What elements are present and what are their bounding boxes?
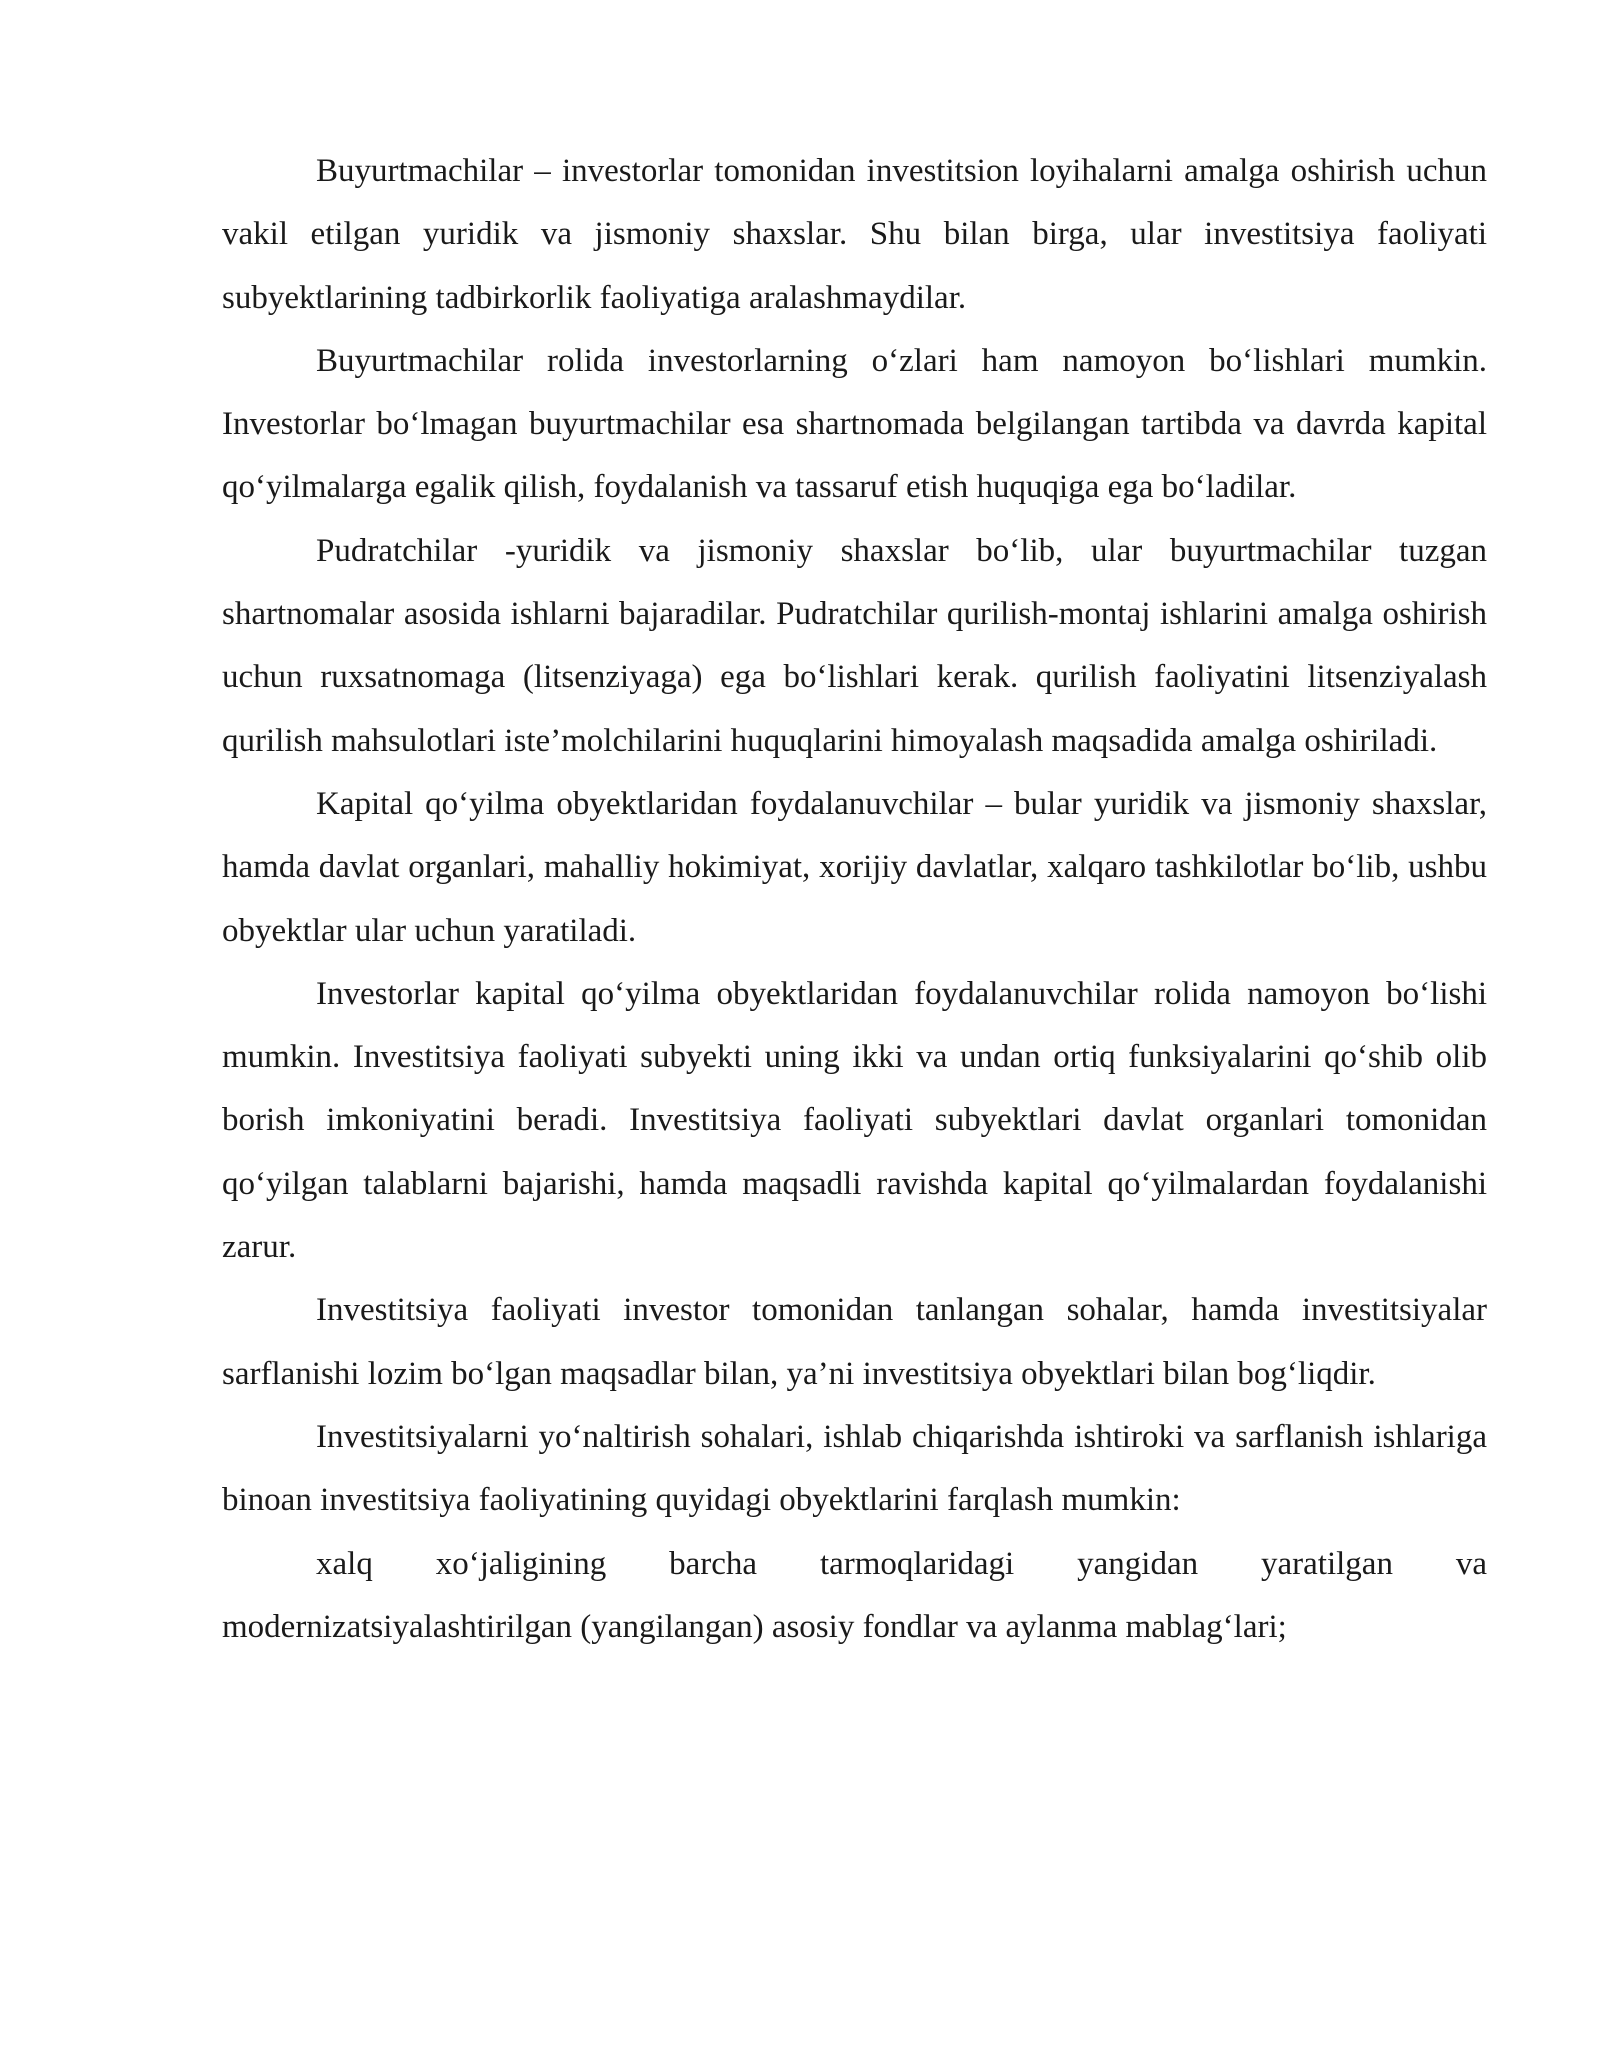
document-body [222, 140, 1487, 1659]
paragraph-investitsiya-faoliyati: Investitsiya faoliyati investor tomonidan tanlangan sohalar, hamda investitsiyalar sarflanishi lozim bo‘lgan maqsadlar bilan, ya’ni investitsiya obyektlari bilan bog‘liqdir. [222, 1292, 1487, 1392]
paragraph-buyurtmachilar-definition: Buyurtmachilar – investorlar tomonidan investitsion loyihalarni amalga oshirish uchun vakil etilgan yuridik va jismoniy shaxslar. Shu bilan birga, ular investitsiya faoliyati subyektlarining tadbirkorlik faoliyatiga aralashmaydilar. [222, 153, 1487, 316]
paragraph-yonaltirish-sohalari: Investitsiyalarni yo‘naltirish sohalari, ishlab chiqarishda ishtiroki va sarflanish ishlariga binoan investitsiya faoliyatining quyidagi obyektlarini farqlash mumkin: [222, 1418, 1487, 1519]
paragraph-foydalanuvchilar: Kapital qo‘yilma obyektlaridan foydalanuvchilar – bular yuridik va jismoniy shaxslar, hamda davlat organlari, mahalliy hokimiyat, xorijiy davlatlar, xalqaro tashkilotlar bo‘lib, ushbu obyektlar ular uchun yaratiladi. [222, 785, 1487, 949]
paragraph-list-item: xalq xo‘jaligining barcha tarmoqlaridagi yangidan yaratilgan va modernizatsiyalashtirilgan (yangilangan) asosiy fondlar va aylanma mablag‘lari; [222, 1545, 1487, 1645]
paragraph-investorlar-role: Investorlar kapital qo‘yilma obyektlaridan foydalanuvchilar rolida namoyon bo‘lishi mumkin. Investitsiya faoliyati subyekti uning ikki va undan ortiq funksiyalarini qo‘shib olib borish imkoniyatini beradi. Investitsiya faoliyati subyektlari davlat organlari tomonidan qo‘yilgan talablarni bajarishi, hamda maqsadli ravishda kapital qo‘yilmalardan foydalanishi zarur. [222, 975, 1487, 1266]
paragraph-buyurtmachilar-role: Buyurtmachilar rolida investorlarning o‘zlari ham namoyon bo‘lishlari mumkin. Investorlar bo‘lmagan buyurtmachilar esa shartnomada belgilangan tartibda va davrda kapital qo‘yilmalarga egalik qilish, foydalanish va tassaruf etish huquqiga ega bo‘ladilar. [222, 342, 1487, 506]
paragraph-pudratchilar: Pudratchilar -yuridik va jismoniy shaxslar bo‘lib, ular buyurtmachilar tuzgan shartnomalar asosida ishlarni bajaradilar. Pudratchilar qurilish-montaj ishlarini amalga oshirish uchun ruxsatnomaga (litsenziyaga) ega bo‘lishlari kerak. qurilish faoliyatini litsenziyalash qurilish mahsulotlari iste’molchilarini huquqlarini himoyalash maqsadida amalga oshiriladi. [222, 532, 1487, 759]
